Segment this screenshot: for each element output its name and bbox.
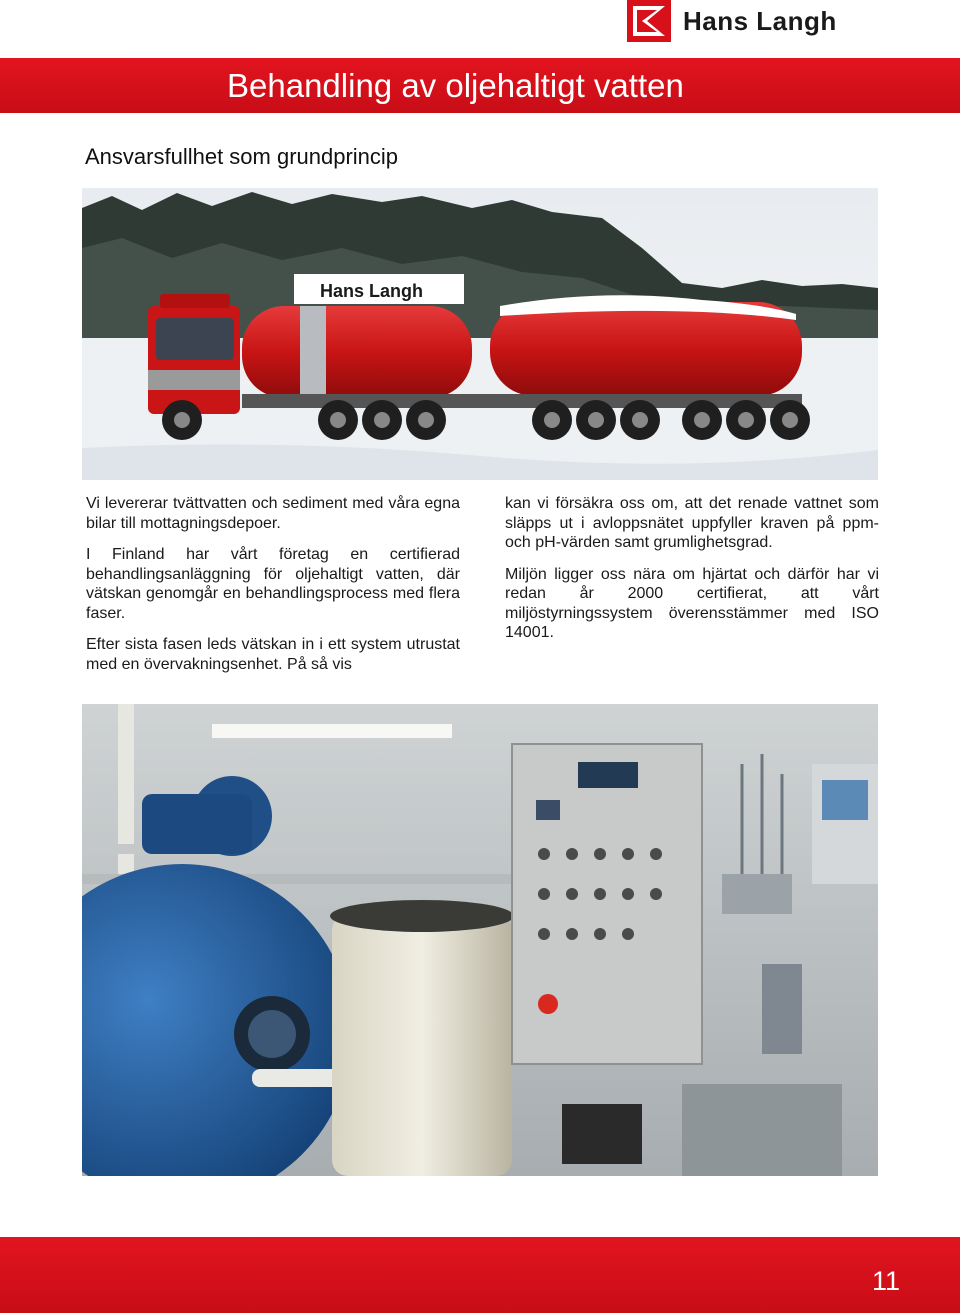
body-paragraph: kan vi försäkra oss om, att det renade vattnet som släpps ut i avloppsnätet uppfyller kraven på ppm- och pH-värden samt grumlighetsgrad.: [505, 495, 879, 551]
truck-lettering: Hans Langh: [320, 281, 424, 301]
body-column-left: [86, 494, 460, 686]
body-paragraph: I Finland har vårt företag en certifierad behandlingsanläggning för oljehaltigt vatten, där vätskan genomgår en behandlingsprocess med flera faser.: [86, 546, 460, 622]
page-number: 11: [871, 1266, 900, 1296]
section-subtitle: Ansvarsfullhet som grundprincip: [85, 144, 399, 169]
brand-name: Hans Langh: [683, 6, 837, 36]
body-paragraph: Vi levererar tvättvatten och sediment med våra egna bilar till mottagningsdepoer.: [86, 495, 460, 532]
body-column-right: [505, 494, 879, 655]
title-band: [0, 58, 960, 113]
tanker-truck-photo: [82, 188, 878, 480]
page-title: Behandling av oljehaltigt vatten: [227, 67, 684, 104]
footer-band: [0, 1237, 960, 1313]
body-paragraph: Efter sista fasen leds vätskan in i ett system utrustat med en övervakningsenhet. På så vis: [86, 636, 460, 673]
brand-logo-icon: [627, 0, 671, 42]
brand-logo: [627, 0, 837, 42]
body-paragraph: Miljön ligger oss nära om hjärtat och därför har vi redan år 2000 certifierat, att vårt miljöstyrningssystem överensstämmer med ISO 14001.: [505, 565, 879, 641]
treatment-plant-photo: [82, 704, 878, 1176]
